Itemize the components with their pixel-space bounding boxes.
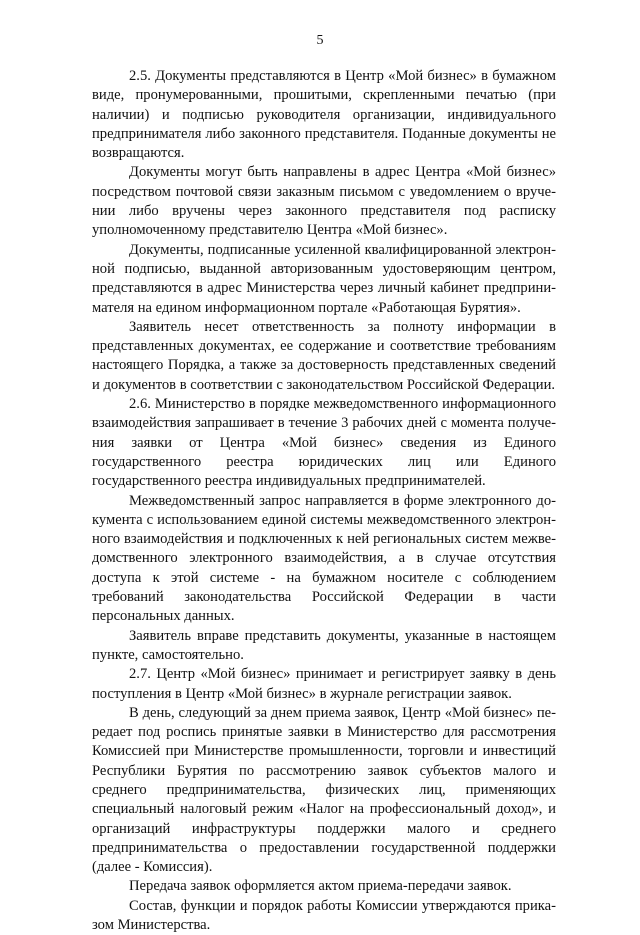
paragraph-applicant-right: Заявитель вправе представить документы, указанные в настоящем пункте, самостоятельно. xyxy=(92,627,556,663)
paragraph-transfer-to-ministry: В день, следующий за днем приема заявок, Центр «Мой бизнес» передает под роспись принятые заявки в Министерство для рассмотрения Комиссией при Министерстве промышленности, торговли и инвестиций Республики Бурятия по рассмотрению заявок субъектов малого и среднего предпринимательства, физических лиц, применяющих специальный налоговый режим «Налог на профессиональный доход», и организаций инфраструктуры поддержки малого и среднего предпринимательства о предоставлении государственной поддержки (далее - Комиссия). xyxy=(92,704,556,876)
paragraph-transfer-act: Передача заявок оформляется актом приема-передачи заявок. xyxy=(129,878,512,895)
paragraph-postal-delivery: Документы могут быть направлены в адрес Центра «Мой бизнес» посредством почтовой связи заказным письмом с уведомлением о вручении либо вручены через законного представителя под расписку уполномоченному представителю Центра «Мой бизнес». xyxy=(92,164,556,239)
paragraph-electronic-signature: Документы, подписанные усиленной квалифицированной электронной подписью, выданной авторизованным удостоверяющим центром, представляются в адрес Министерства через личный кабинет предпринимателя на едином информационном портале «Работающая Бурятия». xyxy=(92,241,556,316)
paragraph-2-5: 2.5. Документы представляются в Центр «Мой бизнес» в бумажном виде, пронумерованными, прошитыми, скрепленными печатью (при наличии) и подписью руководителя организации, индивидуального предпринимателя либо законного представителя. Поданные документы не возвращаются. xyxy=(92,68,556,162)
paragraph-interagency-request: Межведомственный запрос направляется в форме электронного документа с использованием единой системы межведомственного электронного взаимодействия и подключенных к ней региональных систем межведомственного электронного взаимодействия, а в случае отсутствия доступа к этой системе - на бумажном носителе с соблюдением требований законодательства Российской Федерации в части персональных данных. xyxy=(92,492,556,625)
paragraph-2-6: 2.6. Министерство в порядке межведомственного информационного взаимодействия запрашивает в течение 3 рабочих дней с момента получения заявки от Центра «Мой бизнес» сведения из Единого государственного реестра юридических лиц или Единого государственного реестра индивидуальных предпринимателей. xyxy=(92,396,556,490)
paragraph-2-7: 2.7. Центр «Мой бизнес» принимает и регистрирует заявку в день поступления в Центр «Мой бизнес» в журнале регистрации заявок. xyxy=(92,666,556,702)
document-body xyxy=(92,67,556,935)
page-number: 5 xyxy=(316,33,324,48)
paragraph-commission-composition: Состав, функции и порядок работы Комиссии утверждаются приказом Министерства. xyxy=(92,897,556,934)
paragraph-applicant-responsibility: Заявитель несет ответственность за полноту информации в представленных документах, ее содержание и соответствие требованиям настоящего Порядка, а также за достоверность представленных сведений и документов в соответствии с законодательством Российской Федерации. xyxy=(92,318,556,393)
